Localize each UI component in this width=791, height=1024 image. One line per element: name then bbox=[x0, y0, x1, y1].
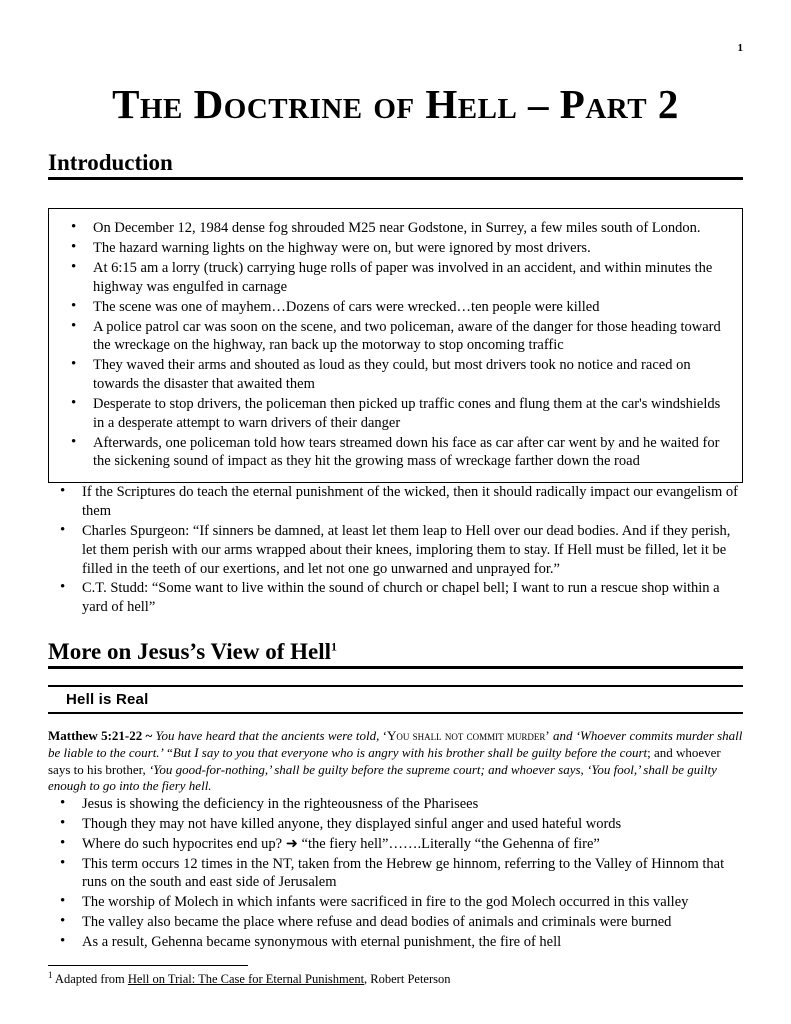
list-item: • They waved their arms and shouted as loud as they could, but most drivers took no notice and raced on towards the disaster that awaited them bbox=[59, 356, 728, 394]
footnote-suffix: , Robert Peterson bbox=[364, 972, 451, 987]
page-title: The Doctrine of Hell – Part 2 bbox=[112, 81, 679, 127]
list-item: • If the Scriptures do teach the eternal punishment of the wicked, then it should radically impact our evangelism of them bbox=[48, 483, 743, 521]
footnote-separator bbox=[48, 965, 248, 966]
list-item: • A police patrol car was soon on the scene, and two policeman, aware of the danger for those heading toward the wreckage on the highway, ran back up the motorway to stop oncoming traffic bbox=[59, 318, 728, 356]
footnote-title: Hell on Trial: The Case for Eternal Punishment bbox=[127, 972, 365, 987]
list-item: • As a result, Gehenna became synonymous with eternal punishment, the fire of hell bbox=[48, 933, 743, 952]
section-heading-more-on-jesus bbox=[48, 639, 743, 669]
scripture-quote bbox=[48, 728, 743, 795]
list-item: • The worship of Molech in which infants were sacrificed in fire to the god Molech occurred in this valley bbox=[48, 893, 743, 912]
footnote-marker: 1 bbox=[331, 639, 337, 654]
subsection-heading-box bbox=[48, 685, 743, 714]
list-item: • Though they may not have killed anyone, they displayed sinful anger and used hateful words bbox=[48, 815, 743, 834]
scripture-part-2: and ‘Whoever commits murder shall be liable to the court.’ “But I say to you that everyone who is angry with his brother shall be guilty before the court bbox=[48, 728, 743, 761]
subsection-heading-hell-is-real: Hell is Real bbox=[66, 691, 149, 709]
page-number: 1 bbox=[737, 42, 743, 54]
list-item: • Jesus is showing the deficiency in the righteousness of the Pharisees bbox=[48, 795, 743, 814]
list-item: • Afterwards, one policeman told how tears streamed down his face as car after car went by and he waited for the sickening sound of impact as they hit the growing mass of wreckage farther down the road bbox=[59, 434, 728, 472]
footnote-area bbox=[48, 965, 743, 988]
list-item: • At 6:15 am a lorry (truck) carrying huge rolls of paper was involved in an accident, and within minutes the highway was engulfed in carnage bbox=[59, 259, 728, 297]
list-item: • C.T. Studd: “Some want to live within the sound of church or chapel bell; I want to run a rescue shop within a yard of hell” bbox=[48, 579, 743, 617]
framed-story-box bbox=[48, 208, 743, 483]
section-heading-text: More on Jesus’s View of Hell bbox=[48, 639, 331, 665]
list-item: • The valley also became the place where refuse and dead bodies of animals and criminals were burned bbox=[48, 913, 743, 932]
footnote-number: 1 bbox=[48, 970, 53, 981]
framed-bullet-list bbox=[59, 219, 728, 471]
list-item: • This term occurs 12 times in the NT, taken from the Hebrew ge hinnom, referring to the Valley of Hinnom that runs on the south and east side of Jerusalem bbox=[48, 855, 743, 893]
list-item: • Charles Spurgeon: “If sinners be damned, at least let them leap to Hell over our dead bodies. And if they perish, let them perish with our arms wrapped about their knees, imploring them to stay. If Hell must be filled, let it be filled in the teeth of our exertions, and let not one go unwarned and unprayed for.” bbox=[48, 522, 743, 579]
list-item: • On December 12, 1984 dense fog shrouded M25 near Godstone, in Surrey, a few miles south of London. bbox=[59, 219, 728, 238]
introduction-bullet-list bbox=[48, 483, 743, 617]
list-item: • The hazard warning lights on the highway were on, but were ignored by most drivers. bbox=[59, 239, 728, 258]
list-item: • Where do such hypocrites end up? ➜ “the fiery hell”…….Literally “the Gehenna of fire” bbox=[48, 835, 743, 854]
scripture-roman-1: ; and whoever says to his brother, bbox=[48, 745, 721, 777]
scripture-part-3: ‘You good-for-nothing,’ shall be guilty before the supreme court; and whoever says, ‘You fool,’ shall be guilty enough to go into the fiery hell. bbox=[48, 761, 717, 794]
scripture-part-1: You have heard that the ancients were told, bbox=[152, 728, 383, 744]
list-item: • The scene was one of mayhem…Dozens of cars were wrecked…ten people were killed bbox=[59, 298, 728, 317]
scripture-smallcaps-1: ‘You shall not commit murder’ bbox=[382, 728, 550, 744]
section-heading-introduction: Introduction bbox=[48, 150, 743, 180]
scripture-reference: Matthew 5:21-22 ~ bbox=[48, 728, 153, 744]
footnote-prefix: Adapted from bbox=[52, 972, 128, 987]
hell-is-real-bullet-list bbox=[48, 795, 743, 952]
footnote-text bbox=[48, 970, 743, 988]
list-item: • Desperate to stop drivers, the policeman then picked up traffic cones and flung them at the car's windshields in a desperate attempt to warn drivers of their danger bbox=[59, 395, 728, 433]
